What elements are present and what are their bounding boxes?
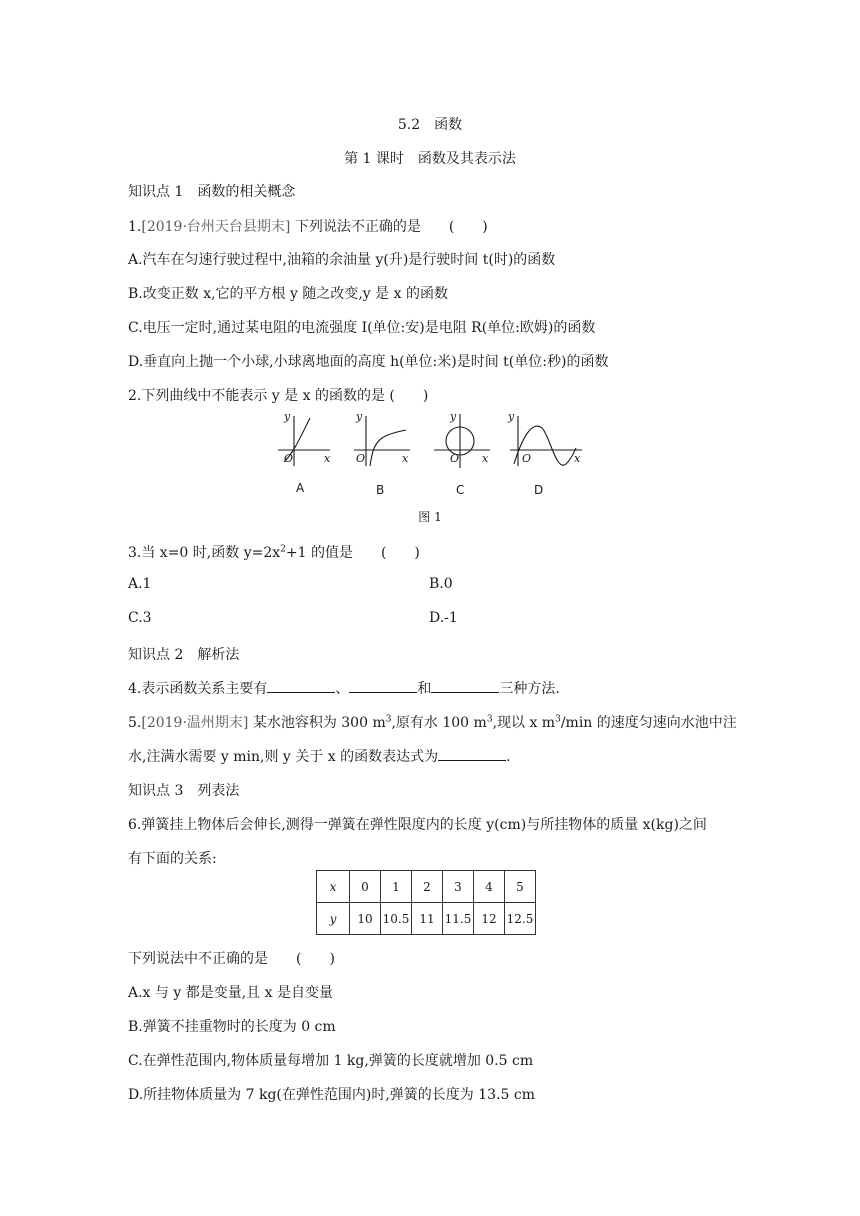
graph-a-label: A — [296, 481, 305, 495]
question-4-text-end: 三种方法. — [499, 681, 560, 697]
exponent: 3 — [385, 714, 392, 725]
graph-b-axis-y: y — [356, 410, 363, 423]
table-cell: 4 — [474, 871, 505, 903]
question-3-stem — [128, 542, 420, 562]
section-heading-2: 知识点 2 解析法 — [128, 647, 240, 663]
answer-blank[interactable] — [431, 680, 499, 693]
table-row-x — [317, 871, 536, 903]
table-row-y — [317, 903, 536, 935]
answer-blank[interactable] — [349, 680, 417, 693]
lesson-subtitle: 第 1 课时 函数及其表示法 — [344, 151, 516, 167]
curves-figure — [270, 408, 590, 500]
question-6-line-2: 有下面的关系: — [128, 851, 217, 867]
table-cell: 1 — [381, 871, 412, 903]
table-cell: 12.5 — [505, 903, 536, 935]
question-text: ,现以 x m — [492, 715, 556, 731]
question-1-option-b: B.改变正数 x,它的平方根 y 随之改变,y 是 x 的函数 — [128, 286, 448, 302]
separator: 和 — [417, 681, 432, 697]
row-label — [317, 871, 350, 903]
question-3-option-a: A.1 — [128, 576, 152, 592]
answer-blank[interactable] — [267, 680, 335, 693]
question-4-text: 4.表示函数关系主要有 — [128, 681, 268, 697]
graph-d — [510, 416, 582, 466]
question-5-line-2 — [128, 746, 511, 766]
graph-d-origin: O — [522, 452, 532, 465]
question-text-end: . — [506, 749, 511, 765]
question-6-option-a: A.x 与 y 都是变量,且 x 是自变量 — [128, 985, 333, 1001]
question-text: ,原有水 100 m — [391, 715, 487, 731]
question-1-stem — [128, 216, 488, 236]
table-cell: 5 — [505, 871, 536, 903]
row-label-text: x — [329, 879, 337, 894]
table-cell: 11 — [412, 903, 443, 935]
graph-c-label: C — [456, 483, 465, 497]
question-text: 某水池容积为 300 m — [248, 715, 386, 731]
question-3-option-d: D.-1 — [429, 610, 458, 626]
question-1-option-c: C.电压一定时,通过某电阻的电流强度 I(单位:安)是电阻 R(单位:欧姆)的函数 — [128, 320, 596, 336]
question-text: 下列说法不正确的是 ( ) — [290, 219, 488, 235]
row-label-text: y — [329, 911, 337, 926]
question-6-option-b: B.弹簧不挂重物时的长度为 0 cm — [128, 1019, 336, 1035]
answer-blank[interactable] — [438, 748, 506, 761]
question-1-option-d: D.垂直向上抛一个小球,小球离地面的高度 h(单位:米)是时间 t(单位:秒)的函数 — [128, 354, 609, 370]
table-cell: 3 — [443, 871, 474, 903]
separator: 、 — [335, 681, 350, 697]
graph-c-axis-x: x — [482, 452, 489, 465]
question-2-stem: 2.下列曲线中不能表示 y 是 x 的函数的是 ( ) — [128, 388, 429, 404]
question-6-option-c: C.在弹性范围内,物体质量每增加 1 kg,弹簧的长度就增加 0.5 cm — [128, 1053, 534, 1069]
question-6-option-d: D.所挂物体质量为 7 kg(在弹性范围内)时,弹簧的长度为 13.5 cm — [128, 1087, 535, 1103]
graph-a-axis-y: y — [284, 410, 291, 423]
section-heading-1: 知识点 1 函数的相关概念 — [128, 184, 296, 200]
question-5-line-1 — [128, 712, 737, 732]
graph-b-axis-x: x — [402, 452, 409, 465]
table-cell: 10.5 — [381, 903, 412, 935]
row-label — [317, 903, 350, 935]
graph-a-axis-x: x — [324, 452, 331, 465]
graph-d-axis-x: x — [574, 452, 581, 465]
section-heading-3: 知识点 3 列表法 — [128, 783, 240, 799]
data-table — [316, 870, 536, 935]
question-source: [2019·台州天台县期末] — [141, 219, 291, 235]
question-text: 水,注满水需要 y min,则 y 关于 x 的函数表达式为 — [128, 749, 439, 765]
graph-c-axis-y: y — [450, 410, 457, 423]
table-cell: 10 — [350, 903, 381, 935]
table-cell: 2 — [412, 871, 443, 903]
exponent: 3 — [555, 714, 561, 725]
question-1-option-a: A.汽车在匀速行驶过程中,油箱的余油量 y(升)是行驶时间 t(时)的函数 — [128, 252, 556, 268]
graph-b-origin: O — [356, 452, 366, 465]
question-6-line-1: 6.弹簧挂上物体后会伸长,测得一弹簧在弹性限度内的长度 y(cm)与所挂物体的质量 x(kg)之间 — [128, 817, 707, 833]
question-source: [2019·温州期末] — [141, 715, 249, 731]
table-cell: 0 — [350, 871, 381, 903]
question-3-option-b: B.0 — [429, 576, 453, 592]
graph-a-origin: O — [284, 452, 294, 465]
table-cell: 12 — [474, 903, 505, 935]
table-cell: 11.5 — [443, 903, 474, 935]
graph-c-origin: O — [450, 452, 460, 465]
question-text: /min 的速度匀速向水池中注 — [560, 715, 737, 731]
exponent: 2 — [280, 544, 286, 555]
figure-caption: 图 1 — [418, 510, 442, 524]
question-3-text-a: 3.当 x=0 时,函数 y=2x — [128, 545, 281, 561]
graph-d-axis-y: y — [508, 410, 515, 423]
question-number: 1. — [128, 219, 142, 235]
question-6-stem: 下列说法中不正确的是 ( ) — [128, 951, 335, 967]
graph-b-label: B — [376, 483, 385, 497]
question-3-text-b: +1 的值是 ( ) — [285, 545, 420, 561]
question-4-stem — [128, 678, 560, 698]
question-3-option-c: C.3 — [128, 610, 152, 626]
question-number: 5. — [128, 715, 142, 731]
lesson-title: 5.2 函数 — [397, 117, 463, 133]
graph-d-label: D — [534, 483, 544, 497]
exponent: 3 — [486, 714, 493, 725]
